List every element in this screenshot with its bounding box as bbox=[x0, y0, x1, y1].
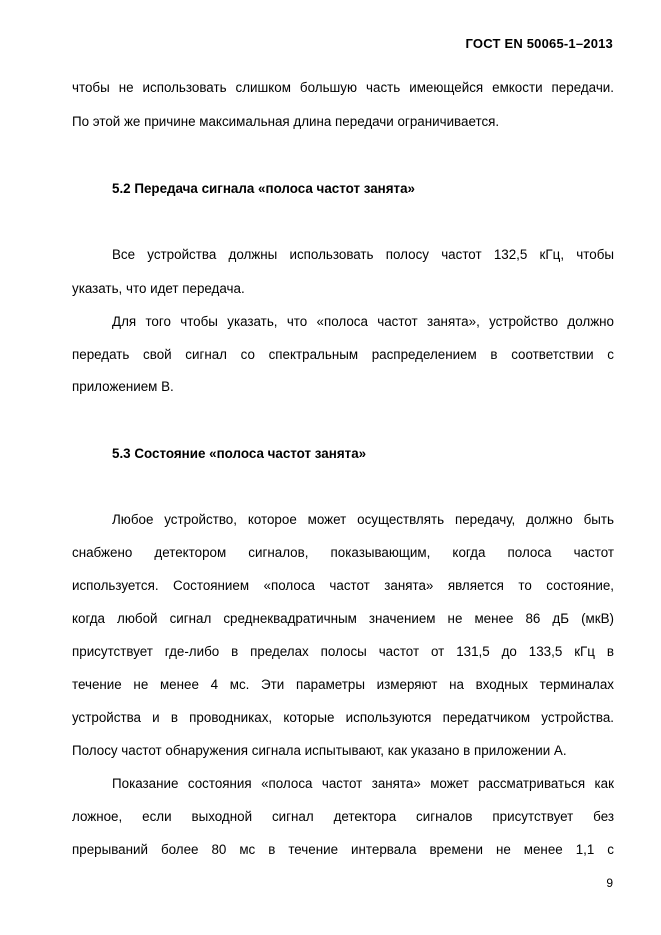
standard-code-header: ГОСТ EN 50065-1–2013 bbox=[465, 36, 613, 51]
text-line: Любое устройство, которое может осуществлять передачу, должно быть bbox=[112, 512, 614, 527]
text-line: Полосу частот обнаружения сигнала испытывают, как указано в приложении А. bbox=[72, 743, 567, 758]
text-line: чтобы не использовать слишком большую часть имеющейся емкости передачи. bbox=[72, 80, 614, 95]
text-line: течение не менее 4 мс. Эти параметры измеряют на входных терминалах bbox=[72, 677, 614, 692]
text-line: присутствует где-либо в пределах полосы частот от 131,5 до 133,5 кГц в bbox=[72, 644, 614, 659]
text-line: прерываний более 80 мс в течение интервала времени не менее 1,1 с bbox=[72, 842, 614, 857]
section-heading-5-3: 5.3 Состояние «полоса частот занята» bbox=[112, 446, 367, 461]
text-line: когда любой сигнал среднеквадратичным значением не менее 86 дБ (мкВ) bbox=[72, 611, 614, 626]
text-line: Все устройства должны использовать полосу частот 132,5 кГц, чтобы bbox=[112, 247, 614, 262]
text-line: используется. Состоянием «полоса частот занята» является то состояние, bbox=[72, 578, 614, 593]
page-number: 9 bbox=[606, 876, 613, 890]
text-line: указать, что идет передача. bbox=[72, 281, 245, 296]
text-line: По этой же причине максимальная длина передачи ограничивается. bbox=[72, 114, 500, 129]
text-line: ложное, если выходной сигнал детектора сигналов присутствует без bbox=[72, 809, 614, 824]
text-line: приложением В. bbox=[72, 379, 174, 394]
text-line: передать свой сигнал со спектральным распределением в соответствии с bbox=[72, 347, 614, 362]
text-line: устройства и в проводниках, которые используются передатчиком устройства. bbox=[72, 710, 614, 725]
text-line: Показание состояния «полоса частот занята» может рассматриваться как bbox=[112, 776, 614, 791]
text-line: снабжено детектором сигналов, показывающим, когда полоса частот bbox=[72, 545, 614, 560]
text-line: Для того чтобы указать, что «полоса частот занята», устройство должно bbox=[112, 314, 614, 329]
section-heading-5-2: 5.2 Передача сигнала «полоса частот занята» bbox=[112, 181, 416, 196]
